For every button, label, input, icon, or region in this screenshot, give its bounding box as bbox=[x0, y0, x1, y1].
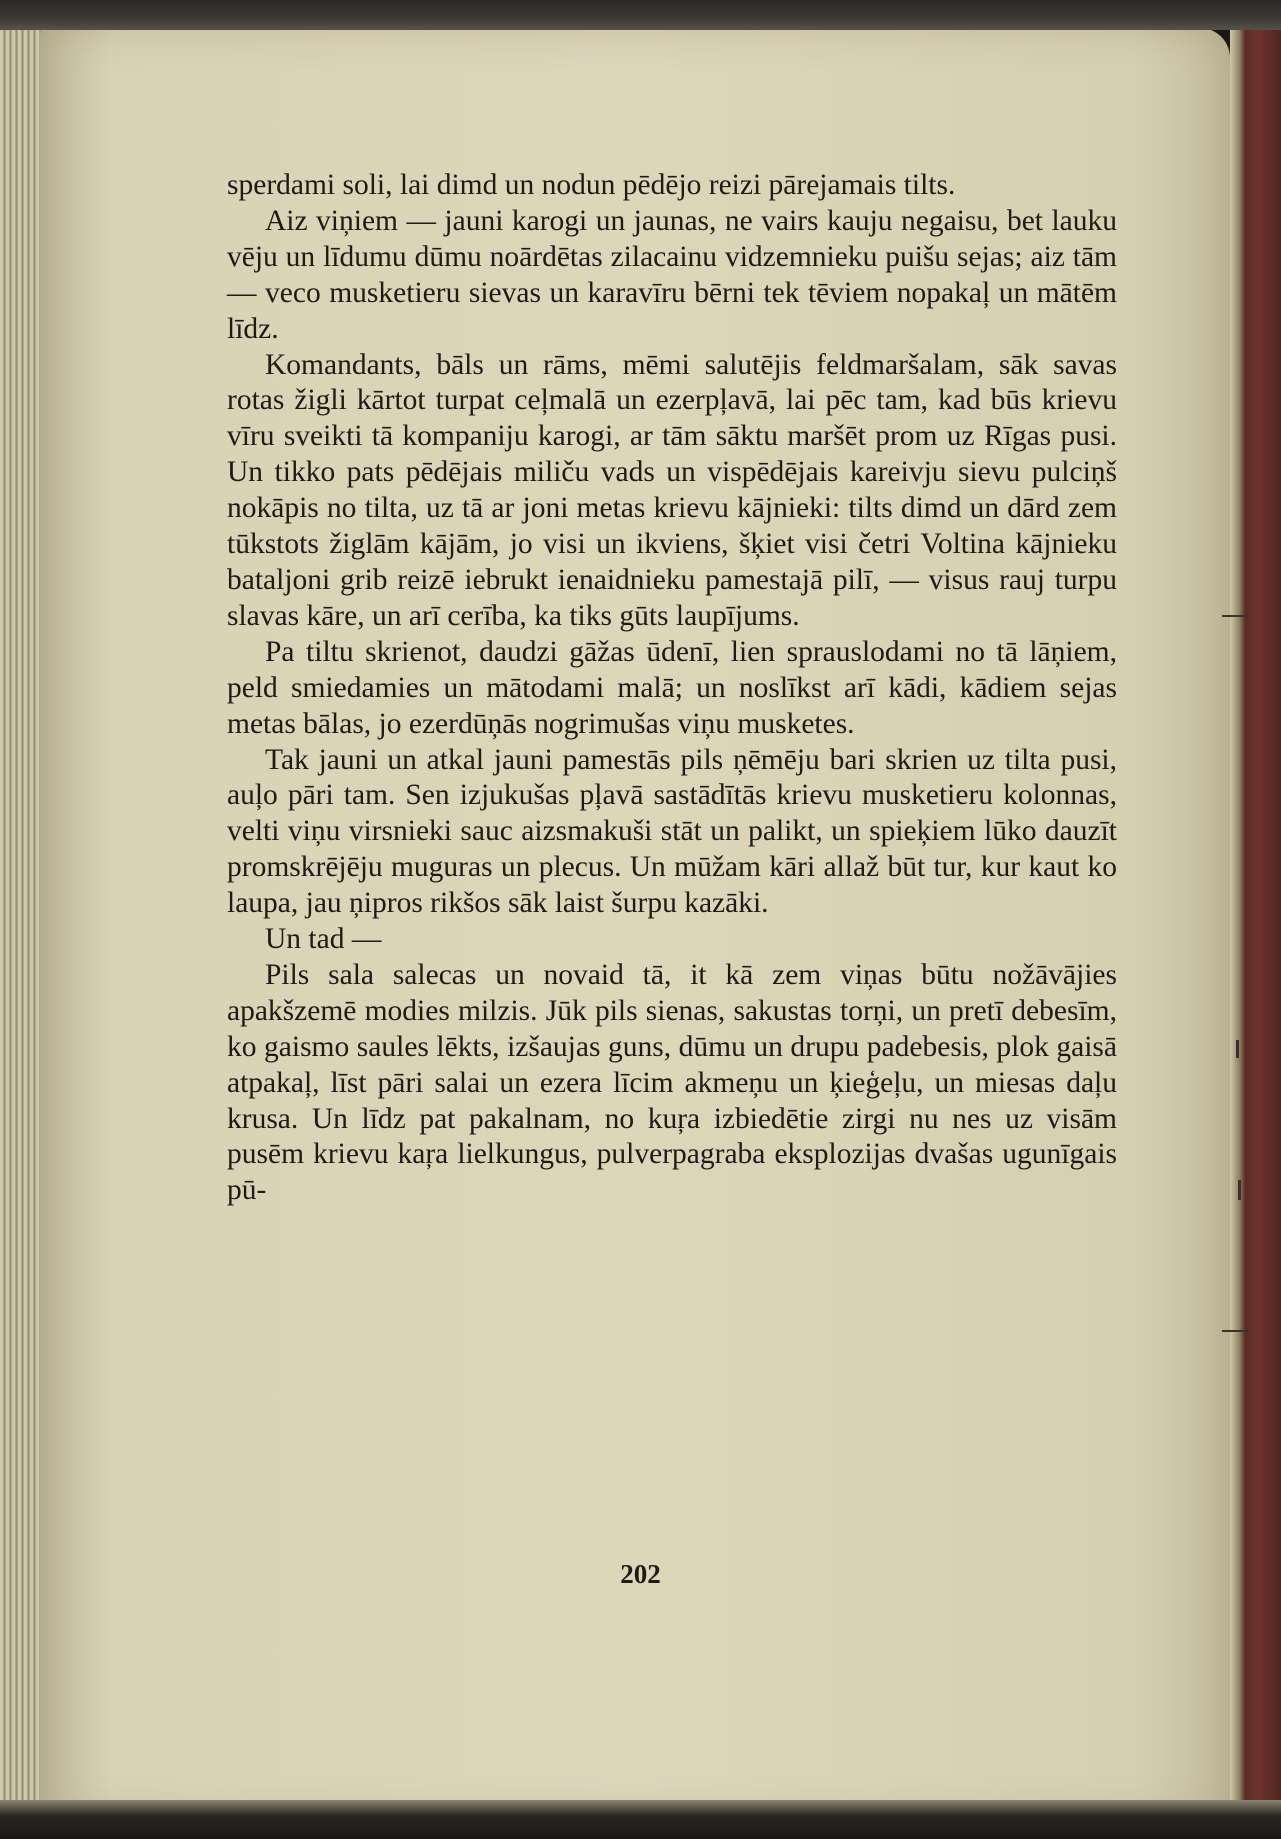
paragraph-3: Komandants, bāls un rāms, mēmi salutējis feldmaršalam, sāk savas rotas žigli kārtot turpat ceļmalā un ezerpļavā, lai pēc tam, kad būs krievu vīru sveikti tā kompaniju karogi, ar tām sāktu maršēt prom uz Rīgas pusi. Un tikko pats pēdējais miliču vads un vispēdējais kareivju sievu pulciņš nokāpis no tilta, uz tā ar joni metas krievu kājnieki: tilts dimd un dārd zem tūkstots žiglām kājām, jo visi un ikviens, šķiet visi četri Voltina kājnieku bataljoni grib reizē iebrukt ienaidnieku pamestajā pilī, — visus rauj turpu slavas kāre, un arī cerība, ka tiks gūts laupījums. bbox=[227, 348, 1117, 632]
paragraph-2: Aiz viņiem — jauni karogi un jaunas, ne vairs kauju negaisu, bet lauku vēju un līdumu dūmu noārdētas zilacainu vidzemnieku puišu sejas; aiz tām — veco musketieru sievas un karavīru bērni tek tēviem nopakaļ un mātēm līdz. bbox=[227, 204, 1117, 345]
paragraph-7: Pils sala salecas un novaid tā, it kā zem viņas būtu nožāvājies apakšzemē modies milzis. Jūk pils sienas, sakustas torņi, un pretī debesīm, ko gaismo saules lēkts, izšaujas guns, dūmu un drupu padebesis, plok gaisā atpakaļ, līst pāri salai un ezera līcim akmeņu un ķieģeļu, un miesas daļu krusa. Un līdz pat pakalnam, no kuŗa izbiedētie zirgi nu nes uz visām pusēm krievu kaŗa lielkungus, pulverpagraba eksplozijas dvašas ugunīgais pū- bbox=[227, 958, 1117, 1207]
top-binding bbox=[0, 0, 1281, 30]
paragraph-6: Un tad — bbox=[265, 923, 382, 956]
body-text bbox=[227, 168, 1117, 1209]
paragraph-5: Tak jauni un atkal jauni pamestās pils ņēmēju bari skrien uz tilta pusi, auļo pāri tam. Sen izjukušas pļavā sastādītās krievu musketieru kolonnas, velti viņu virsnieki sauc aizsmakuši stāt un palikt, un spieķiem lūko dauzīt promskrējēju muguras un plecus. Un mūžam kāri allaž būt tur, kur kaut ko laupa, jau ņipros rikšos sāk laist šurpu kazāki. bbox=[227, 743, 1117, 920]
paragraph-4: Pa tiltu skrienot, daudzi gāžas ūdenī, lien sprauslodami no tā lāņiem, peld smiedamies un mātodami malā; un noslīkst arī kādi, kādiem sejas metas bālas, jo ezerdūņās nogrimušas viņu musketes. bbox=[227, 635, 1117, 740]
page-number: 202 bbox=[620, 1559, 661, 1589]
paragraph-1: sperdami soli, lai dimd un nodun pēdējo reizi pārejamais tilts. bbox=[227, 169, 956, 201]
bottom-edge bbox=[0, 1800, 1281, 1839]
